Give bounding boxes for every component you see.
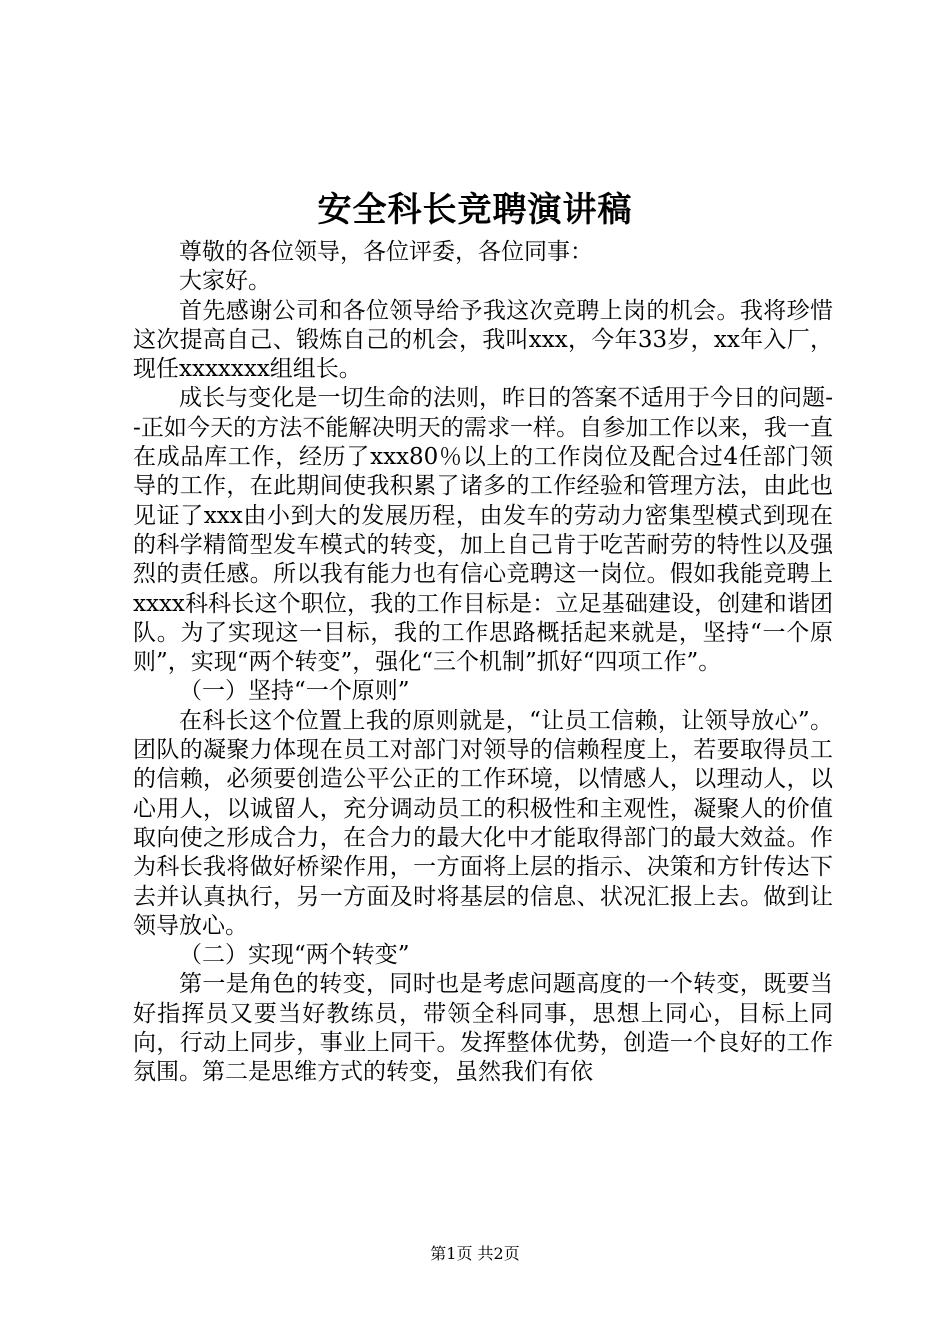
document-title: 安全科长竞聘演讲稿 (317, 190, 633, 230)
section-heading-one: （一）坚持“一个原则” (179, 678, 410, 705)
paragraph-principle: 在科长这个位置上我的原则就是，“让员工信赖，让领导放心”。团队的凝聚力体现在员工对部门对领导的信赖程度上，若要取得员工的信赖，必须要创造公平公正的工作环境，以情感人，以理动人，以心用人，以诚留人，充分调动员工的积极性和主观性，凝聚人的价值取向使之形成合力，在合力的最大化中才能取得部门的最大效益。作为科长我将做好桥梁作用，一方面将上层的指示、决策和方针传达下去并认真执行，另一方面及时将基层的信息、状况汇报上去。做到让领导放心。 (133, 707, 833, 939)
paragraph-transformation: 第一是角色的转变，同时也是考虑问题高度的一个转变，既要当好指挥员又要当好教练员，带领全科同事，思想上同心，目标上同向，行动上同步，事业上同干。发挥整体优势，创造一个良好的工作氛围。第二是思维方式的转变，虽然我们有依 (133, 971, 833, 1086)
document-body (133, 238, 833, 1088)
greeting: 大家好。 (179, 268, 271, 295)
section-heading-two: （二）实现“两个转变” (179, 942, 410, 969)
paragraph-growth: 成长与变化是一切生命的法则，昨日的答案不适用于今日的问题--正如今天的方法不能解决明天的需求一样。自参加工作以来，我一直在成品库工作，经历了xxx80％以上的工作岗位及配合过4任部门领导的工作，在此期间使我积累了诸多的工作经验和管理方法，由此也见证了xxx由小到大的发展历程，由发车的劳动力密集型模式到现在的科学精简型发车模式的转变，加上自己肯于吃苦耐劳的特性以及强烈的责任感。所以我有能力也有信心竞聘这一岗位。假如我能竞聘上xxxx科科长这个职位，我的工作目标是：立足基础建设，创建和谐团队。为了实现这一目标，我的工作思路概括起来就是，坚持“一个原则”，实现“两个转变”，强化“三个机制”抓好“四项工作”。 (133, 385, 833, 676)
page-number: 第1页 共2页 (430, 1244, 520, 1263)
salutation: 尊敬的各位领导，各位评委，各位同事： (179, 239, 593, 265)
paragraph-intro: 首先感谢公司和各位领导给予我这次竞聘上岗的机会。我将珍惜这次提高自己、锻炼自己的机会，我叫xxx，今年33岁，xx年入厂，现任xxxxxxx组组长。 (133, 297, 833, 383)
